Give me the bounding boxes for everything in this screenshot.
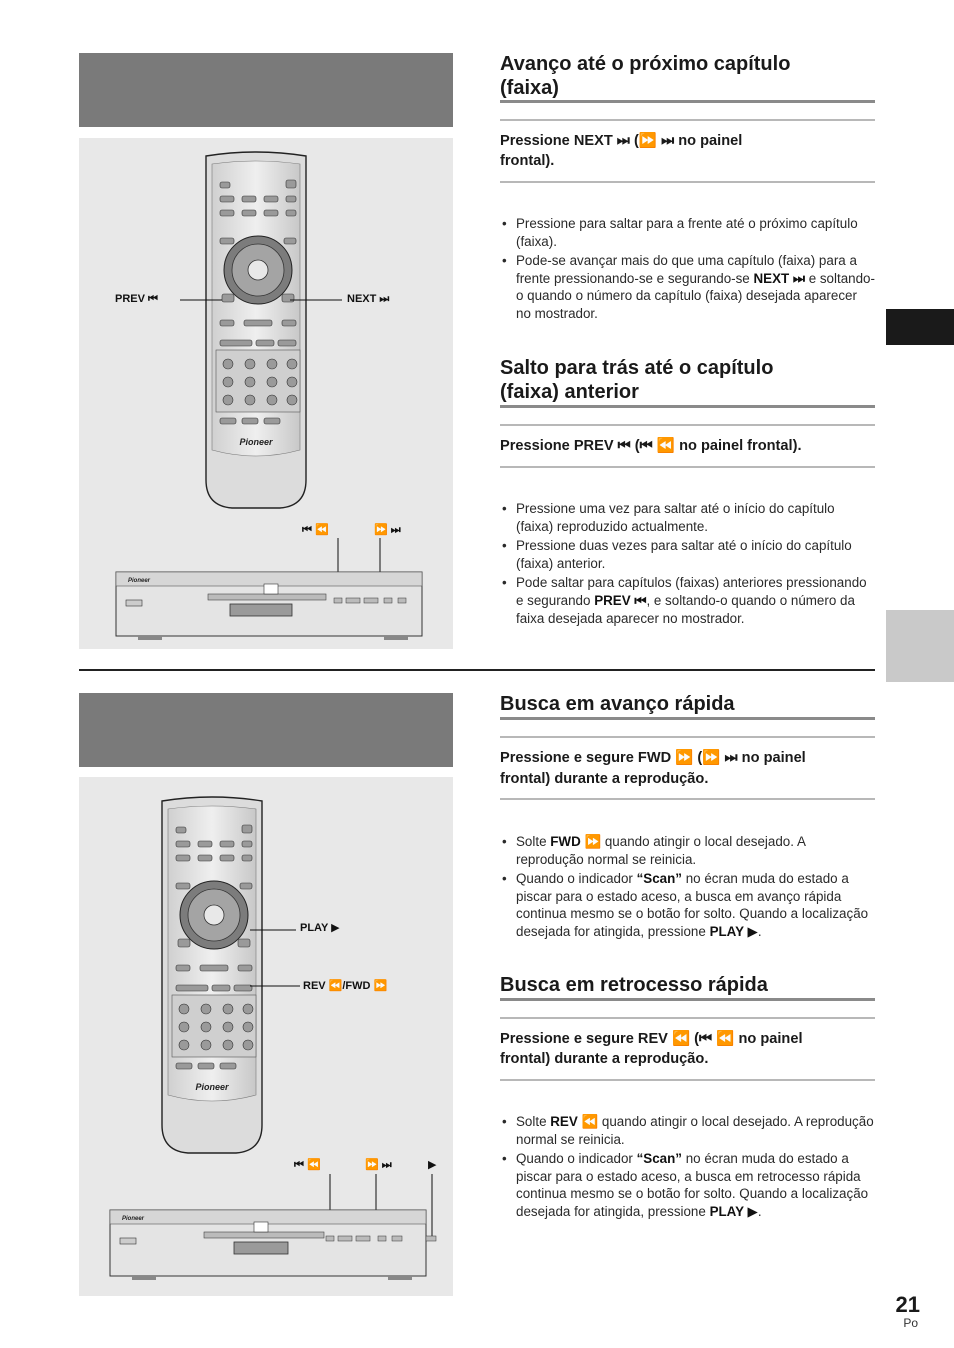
callout-play: PLAY ▶ [300, 922, 340, 934]
section3-bullet-1: • Solte FWD ⏩ quando atingir o local desejado. A reprodução normal se reinicia. [500, 833, 875, 868]
section1-instruction-top-rule [500, 119, 875, 121]
section2-bullet-2: • Pressione duas vezes para saltar até o início do capítulo (faixa) anterior. [500, 537, 875, 572]
section3-instruction-line1: Pressione e segure FWD ⏩ (⏩ ⏭ no painel [500, 750, 806, 766]
section2-instruction: Pressione PREV ⏮ (⏮ ⏪ no painel frontal). [500, 438, 802, 454]
callout-rev-fwd: REV ⏪/FWD ⏩ [303, 980, 388, 992]
section4-instruction-line2: frontal) durante a reprodução. [500, 1051, 709, 1067]
page-number: 21 [895, 1292, 920, 1317]
section2-bullet-1: • Pressione uma vez para saltar até o início do capítulo (faixa) reproduzido actualmente. [500, 500, 875, 535]
section2-title-line2: (faixa) anterior [500, 381, 639, 403]
section1-header-block [79, 53, 453, 127]
section2-title-line1: Salto para trás até o capítulo [500, 357, 774, 379]
section3-instruction-line2: frontal) durante a reprodução. [500, 771, 709, 787]
section2-instruction-top-rule [500, 424, 875, 426]
player2-right-label: ▶ [428, 1159, 437, 1171]
svg-text:Pioneer: Pioneer [128, 578, 151, 584]
section4-bullets [500, 1113, 875, 1223]
section1-instruction-bottom-rule [500, 181, 875, 183]
section-divider [79, 669, 875, 671]
callout-prev: PREV ⏮ [115, 293, 158, 305]
section3-title: Busca em avanço rápida [500, 693, 735, 715]
section3-instruction-top-rule [500, 736, 875, 738]
side-tab-light [886, 610, 954, 682]
svg-text:Pioneer: Pioneer [195, 1082, 229, 1092]
section2-bullet-3: • Pode saltar para capítulos (faixas) anteriores pressionando e segurando PREV ⏮, e soltando-o quando o número da faixa desejada aparecer no mostrador. [500, 574, 875, 627]
section1-bullets [500, 215, 875, 325]
player1-right-label: ⏩ ⏭ [374, 524, 401, 536]
svg-text:Pioneer: Pioneer [122, 1216, 145, 1222]
section1-title-line1: Avanço até o próximo capítulo [500, 53, 791, 75]
section1-instruction-line2: frontal). [500, 153, 555, 169]
section3-header-block [79, 693, 453, 767]
section1-bullet-2: • Pode-se avançar mais do que uma capítulo (faixa) para a frente pressionando-se e segurando-se NEXT ⏭ e soltando-o quando o número da capítulo (faixa) desejada aparecer no mostrador. [500, 252, 875, 322]
section4-instruction-top-rule [500, 1017, 875, 1019]
side-tab-dark [886, 309, 954, 345]
section1-bullet-1: • Pressione para saltar para a frente até o próximo capítulo (faixa). [500, 215, 875, 250]
section4-instruction-bottom-rule [500, 1079, 875, 1081]
section3-instruction-bottom-rule [500, 798, 875, 800]
section2-title-rule [500, 405, 875, 408]
section4-title: Busca em retrocesso rápida [500, 974, 768, 996]
player2-left-label: ⏮ ⏪ [294, 1159, 321, 1171]
svg-text:Pioneer: Pioneer [239, 437, 273, 447]
section1-instruction-line1: Pressione NEXT ⏭ (⏩ ⏭ no painel [500, 133, 743, 149]
section4-bullet-2: • Quando o indicador “Scan” no écran muda do estado a piscar para o estado aceso, a busca em retrocesso rápida continua mesmo se o botão for solto. Quando a localização desejada for atingida, pressione PLAY ▶. [500, 1150, 875, 1220]
section3-bullet-2: • Quando o indicador “Scan” no écran muda do estado a piscar para o estado aceso, a busca em avanço rápida continua mesmo se o botão for solto. Quando a localização desejada for atingida, pressione PLAY ▶. [500, 870, 875, 940]
section4-bullet-1: • Solte REV ⏪ quando atingir o local desejado. A reprodução normal se reinicia. [500, 1113, 875, 1148]
dvd-player-2 [108, 1174, 438, 1280]
section4-title-rule [500, 998, 875, 1001]
section2-instruction-bottom-rule [500, 466, 875, 468]
section3-bullets [500, 833, 875, 943]
language-code: Po [903, 1316, 918, 1330]
player1-left-label: ⏮ ⏪ [302, 524, 329, 536]
callout-next: NEXT ⏭ [347, 293, 390, 305]
section3-title-rule [500, 717, 875, 720]
player2-mid-label: ⏩ ⏭ [365, 1159, 392, 1171]
callout-lines-1 [170, 290, 350, 310]
section4-instruction-line1: Pressione e segure REV ⏪ (⏮ ⏪ no painel [500, 1031, 803, 1047]
section2-bullets [500, 500, 875, 629]
section1-title-rule [500, 100, 875, 103]
section1-title-line2: (faixa) [500, 77, 559, 99]
dvd-player-1 [114, 538, 424, 640]
remote-control-1 [200, 150, 312, 510]
